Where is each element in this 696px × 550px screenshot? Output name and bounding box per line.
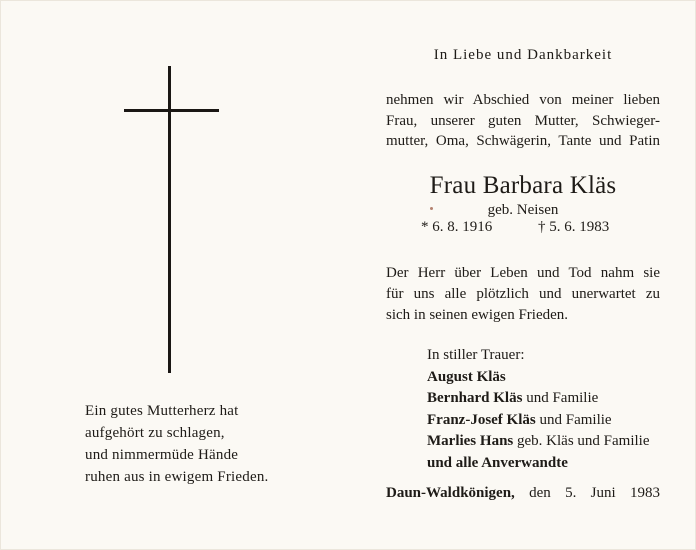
mourner-name: Franz-Josef Kläs — [427, 411, 536, 428]
passing-text — [386, 263, 660, 326]
place: Daun-Waldkönigen, — [386, 485, 515, 501]
cross-vertical-bar — [168, 66, 171, 373]
mourner-name: Marlies Hans — [427, 433, 514, 449]
intro-text — [386, 90, 660, 152]
maiden-name: geb. Neisen — [487, 202, 559, 218]
mourning-label: In stiller Trauer: — [427, 347, 525, 363]
place-date — [386, 485, 660, 502]
heading: In Liebe und Dankbarkeit — [433, 47, 613, 63]
poem-line: Ein gutes Mutterherz hat — [85, 403, 239, 419]
death-date: † 5. 6. 1983 — [538, 219, 610, 235]
intro-line: nehmen wir Abschied von meiner lieben — [386, 92, 660, 108]
cross-horizontal-bar — [124, 109, 219, 112]
mourners-block — [427, 345, 649, 474]
passing-line: sich in seinen ewigen Frieden. — [386, 307, 569, 323]
mourner-name: und alle Anverwandte — [427, 454, 568, 471]
memorial-poem — [85, 400, 268, 488]
intro-line: Frau, unserer guten Mutter, Schwieger- — [386, 112, 660, 129]
date: den 5. Juni 1983 — [529, 485, 660, 501]
mourner-suffix: geb. Kläs und Familie — [513, 433, 650, 449]
mourner-name: Bernhard Kläs — [427, 390, 523, 406]
mourner-name: August Kläs — [427, 368, 506, 385]
deceased-name: Frau Barbara Kläs — [429, 172, 617, 199]
poem-line: aufgehört zu schlagen, — [85, 425, 225, 441]
mourner-suffix: und Familie — [535, 411, 612, 428]
mourner-line — [427, 388, 649, 410]
intro-line: mutter, Oma, Schwägerin, Tante und Patin — [386, 133, 660, 149]
passing-line: für uns alle plötzlich und unerwartet zu — [386, 286, 660, 302]
mourner-line — [427, 453, 649, 475]
passing-line: Der Herr über Leben und Tod nahm sie — [386, 265, 660, 281]
mourner-line — [427, 431, 649, 453]
mourner-line — [427, 410, 649, 432]
place-date-line — [386, 485, 660, 502]
birth-date: * 6. 8. 1916 — [421, 219, 493, 235]
poem-line: ruhen aus in ewigem Frieden. — [85, 469, 269, 485]
mourner-line — [427, 367, 649, 389]
poem-line: und nimmermüde Hände — [85, 447, 239, 463]
mourner-suffix: und Familie — [522, 390, 599, 406]
